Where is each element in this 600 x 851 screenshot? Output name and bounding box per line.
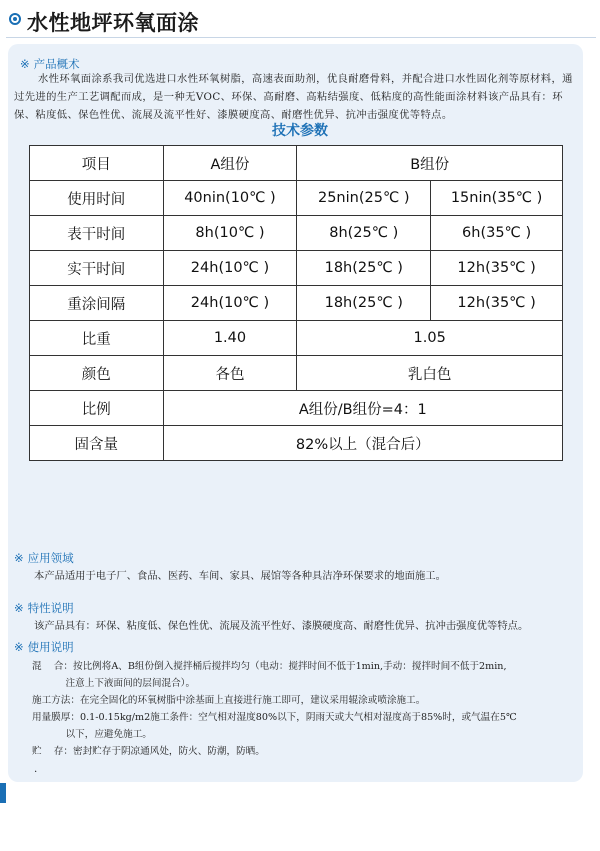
table-row xyxy=(30,181,563,216)
overview-heading-label: 产品概术 xyxy=(33,57,80,71)
header-cell-item: 项目 xyxy=(30,146,164,181)
table-title: 技术参数 xyxy=(272,123,328,139)
row-label: 固含量 xyxy=(30,426,164,461)
row-label: 重涂间隔 xyxy=(30,286,164,321)
section-heading-application xyxy=(14,550,74,566)
reference-mark-icon: ※ xyxy=(14,551,24,565)
reference-mark-icon: ※ xyxy=(14,640,24,654)
table-cell: 6h(35℃ ) xyxy=(431,216,563,251)
table-cell: 1.40 xyxy=(163,321,297,356)
application-heading-label: 应用领域 xyxy=(27,551,74,565)
table-cell: 24h(10℃ ) xyxy=(163,251,297,286)
page-edge-marker xyxy=(0,783,6,803)
table-cell: 8h(10℃ ) xyxy=(163,216,297,251)
table-cell: 24h(10℃ ) xyxy=(163,286,297,321)
usage-line-dosage: 用量膜厚：0.1-0.15kg/m2施工条件：空气相对湿度80%以下，阴雨天或大气相对湿度高于85%时，或气温在5℃ xyxy=(32,712,517,723)
usage-line-mixing: 混 合：按比例将A、B组份倒入搅拌桶后搅拌均匀（电动：搅拌时间不低于1min,手动：搅拌时间不低于2min, xyxy=(32,661,507,672)
usage-line-method: 施工方法：在完全固化的环氧树脂中涂基面上直接进行施工即可，建议采用辊涂或喷涂施工。 xyxy=(32,695,426,706)
usage-line-mixing-note: 注意上下液面间的层间混合）。 xyxy=(32,678,196,689)
row-label: 比例 xyxy=(30,391,164,426)
circle-bullet-icon xyxy=(9,13,21,25)
usage-instructions xyxy=(32,658,584,760)
table-row xyxy=(30,356,563,391)
header-cell-a: A组份 xyxy=(163,146,297,181)
table-cell: 15nin(35℃ ) xyxy=(431,181,563,216)
page-title: 水性地坪环氧面涂 xyxy=(27,11,199,35)
trailing-dot: . xyxy=(34,763,38,775)
table-row xyxy=(30,426,563,461)
table-row xyxy=(30,391,563,426)
overview-text: 水性环氧面涂系我司优选进口水性环氧树脂，高速表面助剂，优良耐磨骨料，并配合进口水性固化剂等原材料，通过先进的生产工艺调配而成，是一种无VOC、环保、高耐磨、高粘结强度、低粘度的高性能面涂材料该产品具有：环保、粘度低、保色性优、流展及流平性好、漆膜硬度高、耐磨性优异、抗冲击强度优等特点。 xyxy=(14,73,573,121)
table-cell: 40nin(10℃ ) xyxy=(163,181,297,216)
table-cell: 乳白色 xyxy=(297,356,563,391)
usage-line-storage: 贮 存：密封贮存于阴凉通风处，防火、防潮，防晒。 xyxy=(32,746,265,757)
row-label: 表干时间 xyxy=(30,216,164,251)
page-header xyxy=(0,0,600,42)
row-label: 实干时间 xyxy=(30,251,164,286)
tech-params-table xyxy=(29,145,563,461)
table-cell: 12h(35℃ ) xyxy=(431,251,563,286)
header-cell-b: B组份 xyxy=(297,146,563,181)
table-cell: 1.05 xyxy=(297,321,563,356)
features-heading-label: 特性说明 xyxy=(27,601,74,615)
row-label: 颜色 xyxy=(30,356,164,391)
table-cell: 82%以上（混合后） xyxy=(163,426,562,461)
table-row xyxy=(30,321,563,356)
reference-mark-icon: ※ xyxy=(14,601,24,615)
row-label: 比重 xyxy=(30,321,164,356)
table-row xyxy=(30,251,563,286)
row-label: 使用时间 xyxy=(30,181,164,216)
table-cell: 各色 xyxy=(163,356,297,391)
features-text: 该产品具有：环保、粘度低、保色性优、流展及流平性好、漆膜硬度高、耐磨性优异、抗冲击强度优等特点。 xyxy=(34,620,529,632)
table-cell: 12h(35℃ ) xyxy=(431,286,563,321)
table-header-row xyxy=(30,146,563,181)
application-text: 本产品适用于电子厂、食品、医药、车间、家具、展馆等各种具洁净环保要求的地面施工。 xyxy=(34,570,446,582)
table-cell: 18h(25℃ ) xyxy=(297,251,431,286)
table-row xyxy=(30,216,563,251)
table-cell: 25nin(25℃ ) xyxy=(297,181,431,216)
section-heading-features xyxy=(14,600,74,616)
table-cell: A组份/B组份=4：1 xyxy=(163,391,562,426)
usage-heading-label: 使用说明 xyxy=(27,640,74,654)
table-cell: 18h(25℃ ) xyxy=(297,286,431,321)
table-cell: 8h(25℃ ) xyxy=(297,216,431,251)
reference-mark-icon: ※ xyxy=(20,57,30,71)
table-row xyxy=(30,286,563,321)
section-heading-usage xyxy=(14,639,74,655)
usage-line-dosage-note: 以下，应避免施工。 xyxy=(32,729,152,740)
title-divider xyxy=(6,37,596,38)
